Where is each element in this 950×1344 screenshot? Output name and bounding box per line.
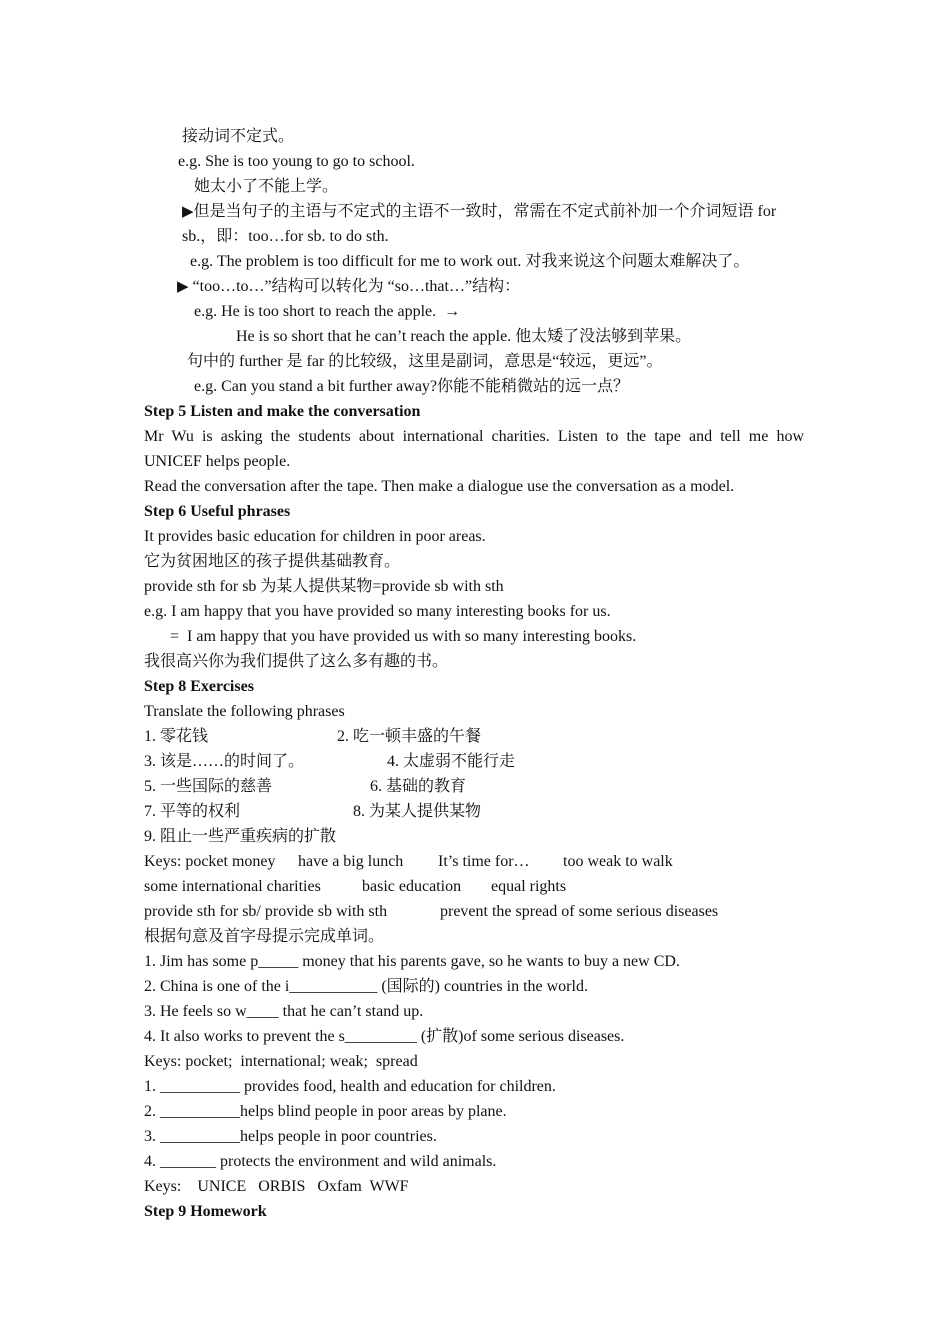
answer-key: prevent the spread of some serious diseases — [440, 903, 719, 920]
answer-key: It’s time for… — [438, 853, 530, 870]
note-text: 但是当句子的主语与不定式的主语不一致时，常需在不定式前补加一个介词短语 for — [193, 203, 777, 220]
exercise-question: 1. __________ provides food, health and education for children. — [144, 1078, 556, 1095]
answer-key: provide sth for sb/ provide sb with sth — [144, 903, 388, 920]
answer-key: Keys: UNICE ORBIS Oxfam WWF — [144, 1178, 409, 1195]
exercise-question: 2. China is one of the i___________ (国际的) countries in the world. — [144, 978, 588, 995]
example-sentence: e.g. Can you stand a bit further away?你能不能稍微站的远一点？ — [194, 378, 630, 395]
phrase-item: 6. 基础的教育 — [370, 778, 467, 795]
phrase-item: 8. 为某人提供某物 — [353, 803, 482, 820]
translation-line: 我很高兴你为我们提供了这么多有趣的书。 — [144, 653, 449, 670]
phrase-item: 9. 阻止一些严重疾病的扩散 — [144, 828, 337, 845]
answer-key: some international charities — [144, 878, 321, 895]
paragraph-line: Read the conversation after the tape. Then make a dialogue use the conversation as a model. — [144, 478, 735, 495]
example-sentence: = I am happy that you have provided us with so many interesting books. — [170, 628, 637, 645]
note-text: “too…to…”结构可以转化为 “so…that…”结构： — [188, 278, 521, 295]
phrase-item: 2. 吃一顿丰盛的午餐 — [337, 728, 482, 745]
example-sentence: e.g. I am happy that you have provided so many interesting books for us. — [144, 603, 611, 620]
answer-key: basic education — [362, 878, 462, 895]
paragraph-line: UNICEF helps people. — [144, 453, 291, 470]
phrase-item: 5. 一些国际的慈善 — [144, 778, 273, 795]
text-line: 接动词不定式。 — [182, 128, 295, 145]
text-line: provide sth for sb 为某人提供某物=provide sb with sth — [144, 578, 504, 595]
phrase-item: 7. 平等的权利 — [144, 803, 241, 820]
paragraph-line: Mr Wu is asking the students about international charities. Listen to the tape and tell me how — [144, 428, 804, 445]
step-heading: Step 5 Listen and make the conversation — [144, 403, 421, 420]
exercise-question: 4. _______ protects the environment and wild animals. — [144, 1153, 497, 1170]
example-sentence: e.g. He is too short to reach the apple. → — [194, 303, 461, 320]
translation-line: 她太小了不能上学。 — [194, 178, 339, 195]
answer-key: have a big lunch — [298, 853, 404, 870]
step-heading: Step 8 Exercises — [144, 678, 254, 695]
instruction-line: 根据句意及首字母提示完成单词。 — [144, 928, 385, 945]
exercise-question: 3. __________helps people in poor countries. — [144, 1128, 437, 1145]
answer-key: too weak to walk — [563, 853, 673, 870]
phrase-item: 4. 太虚弱不能行走 — [387, 753, 516, 770]
exercise-question: 1. Jim has some p_____ money that his parents gave, so he wants to buy a new CD. — [144, 953, 680, 970]
bullet-note — [182, 202, 776, 222]
triangle-bullet-icon: ▶ — [182, 204, 194, 220]
phrase-item: 3. 该是……的时间了。 — [144, 753, 305, 770]
exercise-question: 2. __________helps blind people in poor areas by plane. — [144, 1103, 507, 1120]
step-heading: Step 6 Useful phrases — [144, 503, 291, 520]
text-line: It provides basic education for children in poor areas. — [144, 528, 486, 545]
text-line: sb.，即：too…for sb. to do sth. — [182, 228, 389, 245]
phrase-item: 1. 零花钱 — [144, 728, 209, 745]
text-line: 句中的 further 是 far 的比较级，这里是副词，意思是“较远，更远”。 — [187, 353, 663, 370]
answer-key: Keys: pocket money — [144, 853, 276, 870]
answer-key: Keys: pocket; international; weak; spread — [144, 1053, 418, 1070]
bullet-note — [177, 277, 520, 297]
text-line: Translate the following phrases — [144, 703, 345, 720]
exercise-question: 3. He feels so w____ that he can’t stand up. — [144, 1003, 424, 1020]
triangle-bullet-icon: ▶ — [177, 279, 189, 295]
step-heading: Step 9 Homework — [144, 1203, 267, 1220]
example-sentence: e.g. The problem is too difficult for me to work out. 对我来说这个问题太难解决了。 — [190, 253, 750, 270]
translation-line: 它为贫困地区的孩子提供基础教育。 — [144, 553, 401, 570]
example-sentence: He is so short that he can’t reach the apple. 他太矮了没法够到苹果。 — [236, 328, 692, 345]
exercise-question: 4. It also works to prevent the s_________ (扩散)of some serious diseases. — [144, 1028, 625, 1045]
example-sentence: e.g. She is too young to go to school. — [178, 153, 415, 170]
answer-key: equal rights — [491, 878, 567, 895]
